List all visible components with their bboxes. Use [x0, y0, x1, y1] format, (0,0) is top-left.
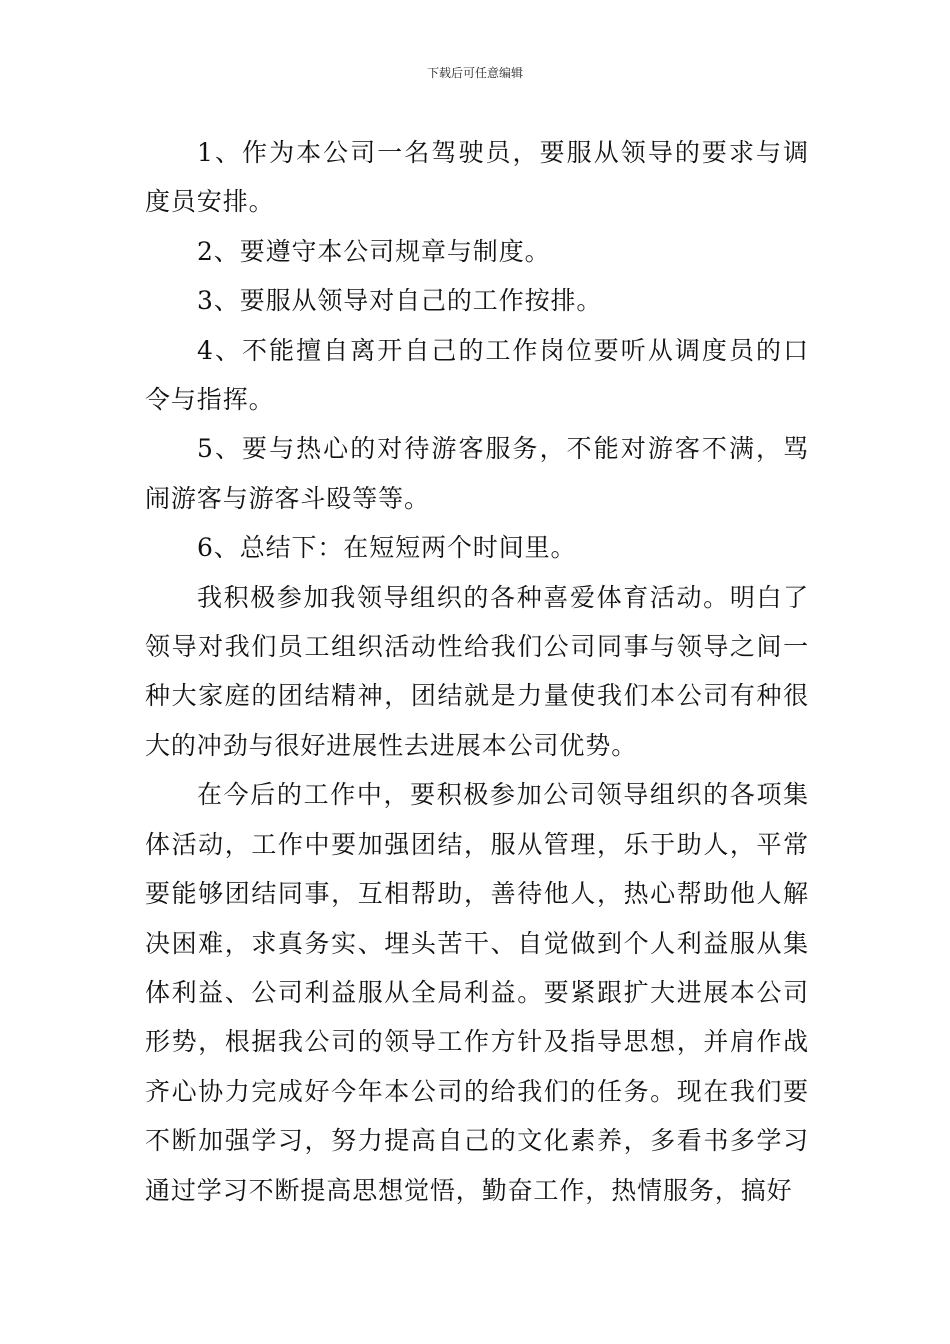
document-body: [145, 128, 809, 1215]
paragraph-future-work: 在今后的工作中，要积极参加公司领导组织的各项集体活动，工作中要加强团结，服从管理，乐于助人，平常要能够团结同事，互相帮助，善待他人，热心帮助他人解决困难，求真务实、埋头苦干、自觉做到个人利益服从集体利益、公司利益服从全局利益。要紧跟扩大进展本公司形势，根据我公司的领导工作方针及指导思想，并肩作战齐心协力完成好今年本公司的给我们的任务。现在我们要不断加强学习，努力提高自己的文化素养，多看书多学习通过学习不断提高思想觉悟，勤奋工作，热情服务，搞好: [145, 780, 809, 1205]
paragraph-item-3: 3、要服从领导对自己的工作按排。: [197, 286, 603, 316]
paragraph-item-5: 5、要与热心的对待游客服务，不能对游客不满，骂闹游客与游客斗殴等等。: [145, 434, 809, 513]
paragraph-item-1: 1、作为本公司一名驾驶员，要服从领导的要求与调度员安排。: [145, 138, 809, 217]
page-header: 下载后可任意编辑: [426, 66, 523, 80]
paragraph-activities: 我积极参加我领导组织的各种喜爱体育活动。明白了领导对我们员工组织活动性给我们公司同事与领导之间一种大家庭的团结精神，团结就是力量使我们本公司有种很大的冲劲与很好进展性去进展本公司优势。: [145, 582, 809, 760]
paragraph-item-6: 6、总结下：在短短两个时间里。: [197, 533, 577, 563]
paragraph-item-4: 4、不能擅自离开自己的工作岗位要听从调度员的口令与指挥。: [145, 335, 809, 415]
paragraph-item-2: 2、要遵守本公司规章与制度。: [197, 236, 551, 266]
